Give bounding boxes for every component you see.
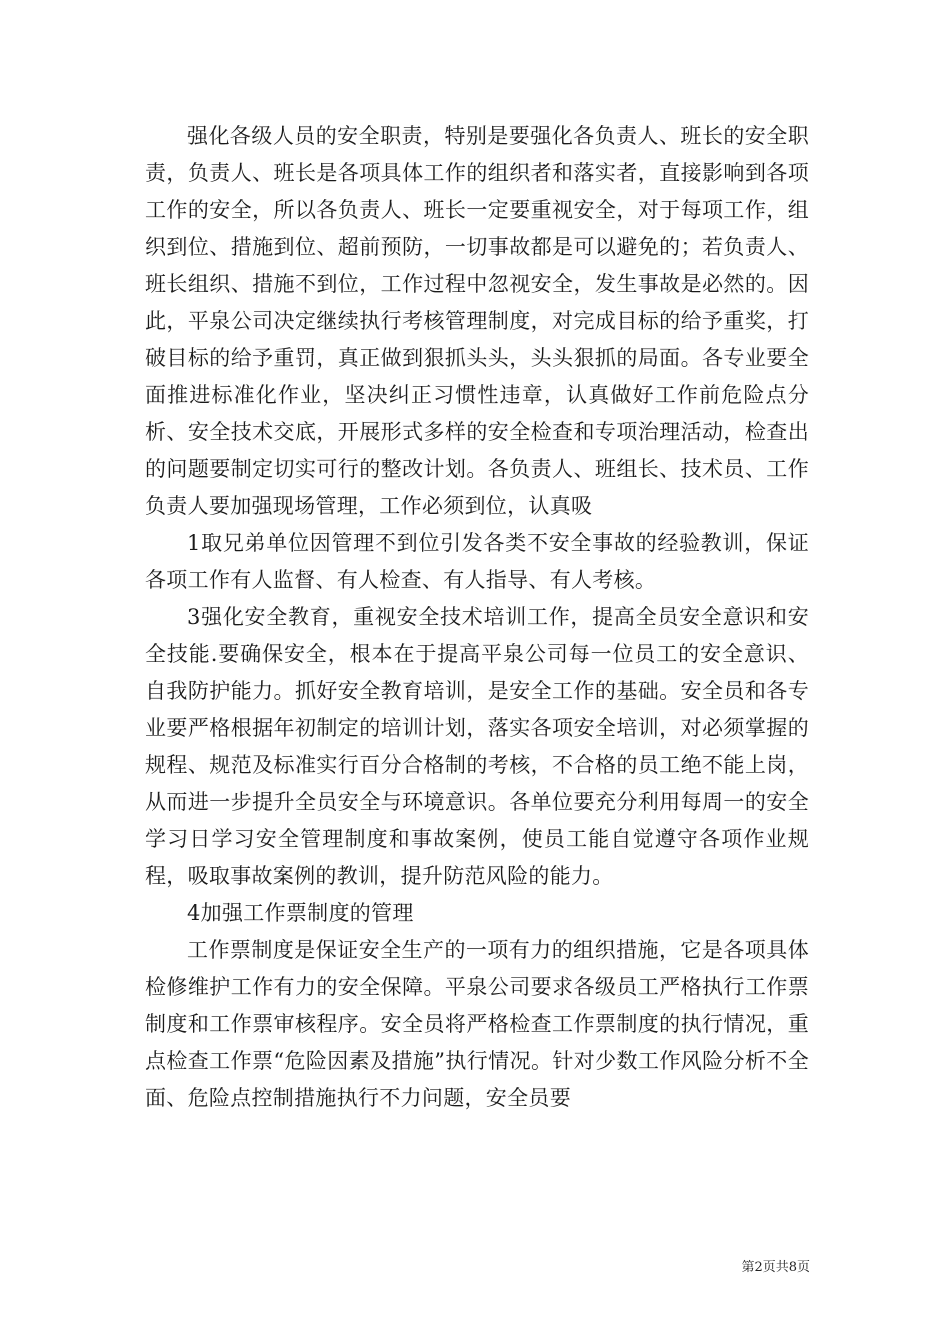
- section-heading-work-ticket: 4加强工作票制度的管理: [187, 901, 414, 925]
- page-number: 第2页共8页: [741, 1260, 810, 1275]
- paragraph-lessons-learned: 1取兄弟单位因管理不到位引发各类不安全事故的经验教训，保证各项工作有人监督、有人检查、有人指导、有人考核。: [145, 531, 809, 592]
- paragraph-safety-education: 3强化安全教育，重视安全技术培训工作，提高全员安全意识和安全技能.要确保安全，根本在于提高平泉公司每一位员工的安全意识、自我防护能力。抓好安全教育培训，是安全工作的基础。安全员和各专业要严格根据年初制定的培训计划，落实各项安全培训，对必须掌握的规程、规范及标准实行百分合格制的考核，不合格的员工绝不能上岗，从而进一步提升全员安全与环境意识。各单位要充分利用每周一的安全学习日学习安全管理制度和事故案例，使员工能自觉遵守各项作业规程，吸取事故案例的教训，提升防范风险的能力。: [145, 605, 809, 888]
- paragraph-work-ticket-system: 工作票制度是保证安全生产的一项有力的组织措施，它是各项具体检修维护工作有力的安全保障。平泉公司要求各级员工严格执行工作票制度和工作票审核程序。安全员将严格检查工作票制度的执行情况，重点检查工作票“危险因素及措施”执行情况。针对少数工作风险分析不全面、危险点控制措施执行不力问题，安全员要: [145, 938, 809, 1110]
- paragraph-safety-responsibility: 强化各级人员的安全职责，特别是要强化各负责人、班长的安全职责，负责人、班长是各项具体工作的组织者和落实者，直接影响到各项工作的安全，所以各负责人、班长一定要重视安全，对于每项工作，组织到位、措施到位、超前预防，一切事故都是可以避免的；若负责人、班长组织、措施不到位，工作过程中忽视安全，发生事故是必然的。因此，平泉公司决定继续执行考核管理制度，对完成目标的给予重奖，打破目标的给予重罚，真正做到狠抓头头，头头狠抓的局面。各专业要全面推进标准化作业，坚决纠正习惯性违章，认真做好工作前危险点分析、安全技术交底，开展形式多样的安全检查和专项治理活动，检查出的问题要制定切实可行的整改计划。各负责人、班组长、技术员、工作负责人要加强现场管理，工作必须到位，认真吸: [145, 124, 809, 518]
- document-body: [145, 118, 809, 1117]
